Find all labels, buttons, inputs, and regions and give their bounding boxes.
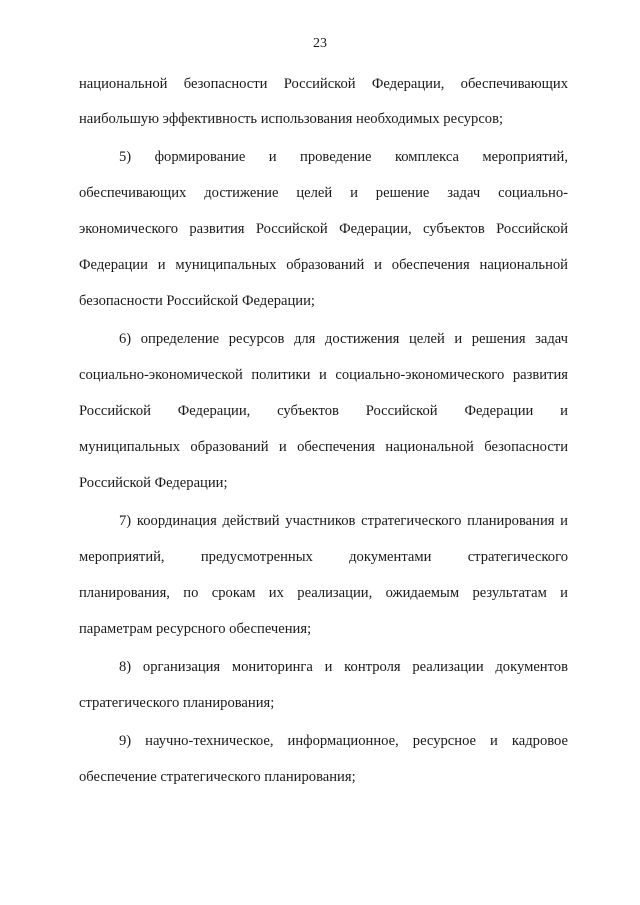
text-line: параметрам ресурсного обеспечения; — [79, 621, 312, 637]
text-line: мероприятий, предусмотренных документами стратегического — [79, 549, 568, 565]
text-line: Российской Федерации; — [79, 475, 228, 491]
text-line: стратегического планирования; — [79, 695, 275, 711]
paragraph-8-start: 8) организация мониторинга и контроля реализации документов — [119, 659, 568, 675]
text-line: планирования, по срокам их реализации, ожидаемым результатам и — [79, 585, 568, 601]
paragraph-5-start: 5) формирование и проведение комплекса мероприятий, — [119, 149, 568, 165]
text-line: Российской Федерации, субъектов Российской Федерации и — [79, 403, 568, 419]
text-line: безопасности Российской Федерации; — [79, 293, 315, 309]
text-line: Федерации и муниципальных образований и обеспечения национальной — [79, 257, 568, 273]
paragraph-6-start: 6) определение ресурсов для достижения целей и решения задач — [119, 331, 568, 347]
text-line: экономического развития Российской Федерации, субъектов Российской — [79, 221, 568, 237]
paragraph-7-start: 7) координация действий участников стратегического планирования и — [119, 513, 568, 529]
text-line: национальной безопасности Российской Федерации, обеспечивающих — [79, 76, 568, 92]
page-number: 23 — [313, 36, 327, 51]
text-line: муниципальных образований и обеспечения национальной безопасности — [79, 439, 568, 455]
paragraph-9-start: 9) научно-техническое, информационное, ресурсное и кадровое — [119, 733, 568, 749]
text-line: наибольшую эффективность использования необходимых ресурсов; — [79, 111, 504, 127]
text-line: обеспечение стратегического планирования; — [79, 769, 356, 785]
text-line: социально-экономической политики и социально-экономического развития — [79, 367, 568, 383]
text-line: обеспечивающих достижение целей и решение задач социально- — [79, 185, 568, 201]
